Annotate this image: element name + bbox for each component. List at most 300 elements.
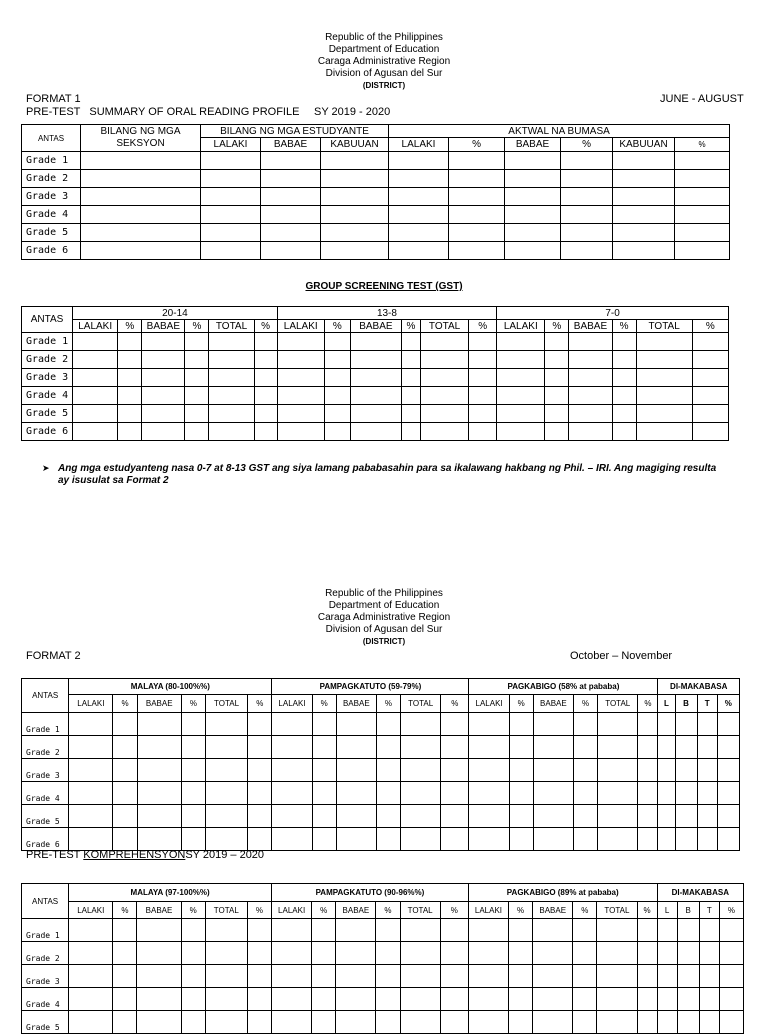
table-cell[interactable]: [469, 759, 509, 782]
table-cell[interactable]: [118, 387, 142, 405]
table-cell[interactable]: [509, 736, 533, 759]
table-cell[interactable]: [658, 828, 675, 851]
table-cell[interactable]: [637, 1011, 657, 1034]
table-cell[interactable]: [248, 782, 272, 805]
table-cell[interactable]: [533, 988, 573, 1011]
table-cell[interactable]: [272, 965, 312, 988]
table-cell[interactable]: [533, 805, 573, 828]
table-cell[interactable]: [675, 759, 697, 782]
table-cell[interactable]: [205, 805, 247, 828]
table-cell[interactable]: [142, 387, 185, 405]
table-cell[interactable]: [638, 805, 658, 828]
table-cell[interactable]: [69, 828, 113, 851]
table-cell[interactable]: [376, 805, 400, 828]
table-cell[interactable]: [469, 713, 509, 736]
table-cell[interactable]: [73, 405, 118, 423]
table-cell[interactable]: [468, 919, 508, 942]
table-cell[interactable]: [261, 188, 321, 206]
table-cell[interactable]: [247, 942, 271, 965]
table-cell[interactable]: [118, 333, 142, 351]
table-cell[interactable]: [637, 988, 657, 1011]
table-cell[interactable]: [142, 333, 185, 351]
table-cell[interactable]: [69, 805, 113, 828]
table-cell[interactable]: [505, 152, 561, 170]
table-cell[interactable]: [324, 369, 350, 387]
table-cell[interactable]: [469, 351, 497, 369]
table-cell[interactable]: [719, 919, 743, 942]
table-cell[interactable]: [272, 942, 312, 965]
table-cell[interactable]: [401, 713, 441, 736]
table-cell[interactable]: [69, 988, 113, 1011]
table-cell[interactable]: [376, 942, 400, 965]
table-cell[interactable]: [658, 805, 675, 828]
table-cell[interactable]: [321, 152, 389, 170]
table-cell[interactable]: [440, 1011, 468, 1034]
table-cell[interactable]: [509, 965, 533, 988]
table-cell[interactable]: [440, 965, 468, 988]
table-cell[interactable]: [449, 188, 505, 206]
table-cell[interactable]: [324, 387, 350, 405]
table-cell[interactable]: [497, 351, 545, 369]
table-cell[interactable]: [113, 965, 137, 988]
table-cell[interactable]: [73, 351, 118, 369]
table-cell[interactable]: [248, 759, 272, 782]
table-cell[interactable]: [692, 423, 728, 441]
table-cell[interactable]: [421, 423, 469, 441]
table-cell[interactable]: [697, 828, 717, 851]
table-cell[interactable]: [81, 224, 201, 242]
table-cell[interactable]: [441, 782, 469, 805]
table-cell[interactable]: [469, 333, 497, 351]
table-cell[interactable]: [697, 713, 717, 736]
table-cell[interactable]: [697, 736, 717, 759]
table-cell[interactable]: [272, 828, 312, 851]
table-cell[interactable]: [321, 224, 389, 242]
table-cell[interactable]: [69, 1011, 113, 1034]
table-cell[interactable]: [533, 736, 573, 759]
table-cell[interactable]: [261, 242, 321, 260]
table-cell[interactable]: [401, 351, 420, 369]
table-cell[interactable]: [675, 242, 730, 260]
table-cell[interactable]: [181, 828, 205, 851]
table-cell[interactable]: [717, 759, 739, 782]
table-cell[interactable]: [137, 988, 181, 1011]
table-cell[interactable]: [677, 1011, 699, 1034]
table-cell[interactable]: [598, 759, 638, 782]
table-cell[interactable]: [509, 782, 533, 805]
table-cell[interactable]: [675, 713, 697, 736]
table-cell[interactable]: [717, 782, 739, 805]
table-cell[interactable]: [209, 369, 254, 387]
table-cell[interactable]: [401, 387, 420, 405]
table-cell[interactable]: [469, 387, 497, 405]
table-cell[interactable]: [468, 988, 508, 1011]
table-cell[interactable]: [312, 1011, 336, 1034]
table-cell[interactable]: [254, 369, 277, 387]
table-cell[interactable]: [324, 333, 350, 351]
table-cell[interactable]: [205, 965, 247, 988]
table-cell[interactable]: [312, 782, 336, 805]
table-cell[interactable]: [469, 423, 497, 441]
table-cell[interactable]: [573, 942, 597, 965]
table-cell[interactable]: [113, 713, 137, 736]
table-cell[interactable]: [692, 405, 728, 423]
table-cell[interactable]: [440, 988, 468, 1011]
table-cell[interactable]: [509, 759, 533, 782]
table-cell[interactable]: [113, 942, 137, 965]
table-cell[interactable]: [254, 423, 277, 441]
table-cell[interactable]: [612, 423, 636, 441]
table-cell[interactable]: [657, 919, 677, 942]
table-cell[interactable]: [205, 759, 247, 782]
table-cell[interactable]: [81, 242, 201, 260]
table-cell[interactable]: [497, 333, 545, 351]
table-cell[interactable]: [561, 206, 613, 224]
table-cell[interactable]: [81, 188, 201, 206]
table-cell[interactable]: [185, 405, 209, 423]
table-cell[interactable]: [469, 805, 509, 828]
table-cell[interactable]: [509, 1011, 533, 1034]
table-cell[interactable]: [336, 1011, 376, 1034]
table-cell[interactable]: [638, 759, 658, 782]
table-cell[interactable]: [350, 405, 401, 423]
table-cell[interactable]: [261, 152, 321, 170]
table-cell[interactable]: [569, 387, 612, 405]
table-cell[interactable]: [675, 206, 730, 224]
table-cell[interactable]: [185, 351, 209, 369]
table-cell[interactable]: [389, 206, 449, 224]
table-cell[interactable]: [400, 965, 440, 988]
table-cell[interactable]: [699, 1011, 719, 1034]
table-cell[interactable]: [636, 423, 692, 441]
table-cell[interactable]: [658, 736, 675, 759]
table-cell[interactable]: [441, 805, 469, 828]
table-cell[interactable]: [675, 170, 730, 188]
table-cell[interactable]: [205, 782, 247, 805]
table-cell[interactable]: [545, 369, 569, 387]
table-cell[interactable]: [449, 206, 505, 224]
table-cell[interactable]: [272, 782, 312, 805]
table-cell[interactable]: [113, 759, 137, 782]
table-cell[interactable]: [118, 351, 142, 369]
table-cell[interactable]: [692, 369, 728, 387]
table-cell[interactable]: [376, 919, 400, 942]
table-cell[interactable]: [699, 942, 719, 965]
table-cell[interactable]: [658, 713, 675, 736]
table-cell[interactable]: [719, 988, 743, 1011]
table-cell[interactable]: [277, 423, 324, 441]
table-cell[interactable]: [717, 805, 739, 828]
table-cell[interactable]: [421, 369, 469, 387]
table-cell[interactable]: [401, 423, 420, 441]
table-cell[interactable]: [469, 736, 509, 759]
table-cell[interactable]: [469, 369, 497, 387]
table-cell[interactable]: [272, 759, 312, 782]
table-cell[interactable]: [675, 736, 697, 759]
table-cell[interactable]: [636, 351, 692, 369]
table-cell[interactable]: [569, 351, 612, 369]
table-cell[interactable]: [81, 206, 201, 224]
table-cell[interactable]: [201, 242, 261, 260]
table-cell[interactable]: [636, 405, 692, 423]
table-cell[interactable]: [73, 333, 118, 351]
table-cell[interactable]: [312, 805, 336, 828]
table-cell[interactable]: [719, 1011, 743, 1034]
table-cell[interactable]: [113, 919, 137, 942]
table-cell[interactable]: [254, 351, 277, 369]
table-cell[interactable]: [205, 988, 247, 1011]
table-cell[interactable]: [658, 759, 675, 782]
table-cell[interactable]: [312, 919, 336, 942]
table-cell[interactable]: [677, 919, 699, 942]
table-cell[interactable]: [376, 782, 400, 805]
table-cell[interactable]: [449, 152, 505, 170]
table-cell[interactable]: [598, 828, 638, 851]
table-cell[interactable]: [675, 805, 697, 828]
table-cell[interactable]: [400, 1011, 440, 1034]
table-cell[interactable]: [561, 242, 613, 260]
table-cell[interactable]: [69, 919, 113, 942]
table-cell[interactable]: [612, 405, 636, 423]
table-cell[interactable]: [113, 828, 137, 851]
table-cell[interactable]: [312, 965, 336, 988]
table-cell[interactable]: [142, 369, 185, 387]
table-cell[interactable]: [312, 736, 336, 759]
table-cell[interactable]: [69, 942, 113, 965]
table-cell[interactable]: [324, 423, 350, 441]
table-cell[interactable]: [636, 333, 692, 351]
table-cell[interactable]: [612, 333, 636, 351]
table-cell[interactable]: [638, 713, 658, 736]
table-cell[interactable]: [440, 919, 468, 942]
table-cell[interactable]: [574, 736, 598, 759]
table-cell[interactable]: [573, 919, 597, 942]
table-cell[interactable]: [675, 828, 697, 851]
table-cell[interactable]: [699, 965, 719, 988]
table-cell[interactable]: [324, 405, 350, 423]
table-cell[interactable]: [137, 1011, 181, 1034]
table-cell[interactable]: [248, 713, 272, 736]
table-cell[interactable]: [533, 942, 573, 965]
table-cell[interactable]: [545, 351, 569, 369]
table-cell[interactable]: [277, 405, 324, 423]
table-cell[interactable]: [336, 736, 376, 759]
table-cell[interactable]: [597, 942, 637, 965]
table-cell[interactable]: [312, 713, 336, 736]
table-cell[interactable]: [677, 965, 699, 988]
table-cell[interactable]: [321, 242, 389, 260]
table-cell[interactable]: [612, 369, 636, 387]
table-cell[interactable]: [561, 224, 613, 242]
table-cell[interactable]: [533, 828, 573, 851]
table-cell[interactable]: [205, 919, 247, 942]
table-cell[interactable]: [247, 919, 271, 942]
table-cell[interactable]: [248, 805, 272, 828]
table-cell[interactable]: [118, 369, 142, 387]
table-cell[interactable]: [637, 965, 657, 988]
table-cell[interactable]: [336, 919, 376, 942]
table-cell[interactable]: [401, 828, 441, 851]
table-cell[interactable]: [205, 942, 247, 965]
table-cell[interactable]: [441, 736, 469, 759]
table-cell[interactable]: [277, 387, 324, 405]
table-cell[interactable]: [272, 1011, 312, 1034]
table-cell[interactable]: [400, 919, 440, 942]
table-cell[interactable]: [561, 152, 613, 170]
table-cell[interactable]: [73, 369, 118, 387]
table-cell[interactable]: [181, 1011, 205, 1034]
table-cell[interactable]: [277, 351, 324, 369]
table-cell[interactable]: [469, 828, 509, 851]
table-cell[interactable]: [574, 713, 598, 736]
table-cell[interactable]: [350, 369, 401, 387]
table-cell[interactable]: [677, 942, 699, 965]
table-cell[interactable]: [248, 736, 272, 759]
table-cell[interactable]: [692, 387, 728, 405]
table-cell[interactable]: [181, 805, 205, 828]
table-cell[interactable]: [401, 369, 420, 387]
table-cell[interactable]: [637, 942, 657, 965]
table-cell[interactable]: [533, 1011, 573, 1034]
table-cell[interactable]: [181, 942, 205, 965]
table-cell[interactable]: [201, 224, 261, 242]
table-cell[interactable]: [613, 152, 675, 170]
table-cell[interactable]: [545, 387, 569, 405]
table-cell[interactable]: [321, 170, 389, 188]
table-cell[interactable]: [113, 988, 137, 1011]
table-cell[interactable]: [118, 423, 142, 441]
table-cell[interactable]: [272, 713, 312, 736]
table-cell[interactable]: [657, 942, 677, 965]
table-cell[interactable]: [440, 942, 468, 965]
table-cell[interactable]: [277, 333, 324, 351]
table-cell[interactable]: [533, 759, 573, 782]
table-cell[interactable]: [69, 782, 113, 805]
table-cell[interactable]: [336, 828, 376, 851]
table-cell[interactable]: [185, 333, 209, 351]
table-cell[interactable]: [137, 759, 181, 782]
table-cell[interactable]: [277, 369, 324, 387]
table-cell[interactable]: [497, 423, 545, 441]
table-cell[interactable]: [675, 188, 730, 206]
table-cell[interactable]: [113, 782, 137, 805]
table-cell[interactable]: [421, 387, 469, 405]
table-cell[interactable]: [205, 828, 247, 851]
table-cell[interactable]: [137, 713, 181, 736]
table-cell[interactable]: [401, 782, 441, 805]
table-cell[interactable]: [312, 988, 336, 1011]
table-cell[interactable]: [376, 965, 400, 988]
table-cell[interactable]: [272, 988, 312, 1011]
table-cell[interactable]: [376, 736, 400, 759]
table-cell[interactable]: [400, 942, 440, 965]
table-cell[interactable]: [421, 405, 469, 423]
table-cell[interactable]: [509, 713, 533, 736]
table-cell[interactable]: [181, 965, 205, 988]
table-cell[interactable]: [247, 1011, 271, 1034]
table-cell[interactable]: [677, 988, 699, 1011]
table-cell[interactable]: [573, 965, 597, 988]
table-cell[interactable]: [389, 188, 449, 206]
table-cell[interactable]: [389, 224, 449, 242]
table-cell[interactable]: [468, 942, 508, 965]
table-cell[interactable]: [201, 170, 261, 188]
table-cell[interactable]: [449, 170, 505, 188]
table-cell[interactable]: [336, 988, 376, 1011]
table-cell[interactable]: [545, 423, 569, 441]
table-cell[interactable]: [717, 736, 739, 759]
table-cell[interactable]: [137, 965, 181, 988]
table-cell[interactable]: [598, 805, 638, 828]
table-cell[interactable]: [597, 988, 637, 1011]
table-cell[interactable]: [505, 206, 561, 224]
table-cell[interactable]: [569, 423, 612, 441]
table-cell[interactable]: [545, 333, 569, 351]
table-cell[interactable]: [350, 351, 401, 369]
table-cell[interactable]: [613, 170, 675, 188]
table-cell[interactable]: [697, 759, 717, 782]
table-cell[interactable]: [376, 828, 400, 851]
table-cell[interactable]: [675, 152, 730, 170]
table-cell[interactable]: [561, 188, 613, 206]
table-cell[interactable]: [719, 942, 743, 965]
table-cell[interactable]: [350, 423, 401, 441]
table-cell[interactable]: [569, 369, 612, 387]
table-cell[interactable]: [468, 965, 508, 988]
table-cell[interactable]: [697, 805, 717, 828]
table-cell[interactable]: [697, 782, 717, 805]
table-cell[interactable]: [350, 333, 401, 351]
table-cell[interactable]: [574, 805, 598, 828]
table-cell[interactable]: [598, 782, 638, 805]
table-cell[interactable]: [505, 188, 561, 206]
table-cell[interactable]: [336, 782, 376, 805]
table-cell[interactable]: [389, 170, 449, 188]
table-cell[interactable]: [185, 423, 209, 441]
table-cell[interactable]: [137, 782, 181, 805]
table-cell[interactable]: [336, 965, 376, 988]
table-cell[interactable]: [692, 351, 728, 369]
table-cell[interactable]: [181, 919, 205, 942]
table-cell[interactable]: [449, 224, 505, 242]
table-cell[interactable]: [533, 713, 573, 736]
table-cell[interactable]: [181, 988, 205, 1011]
table-cell[interactable]: [73, 387, 118, 405]
table-cell[interactable]: [401, 736, 441, 759]
table-cell[interactable]: [81, 152, 201, 170]
table-cell[interactable]: [261, 224, 321, 242]
table-cell[interactable]: [573, 988, 597, 1011]
table-cell[interactable]: [469, 782, 509, 805]
table-cell[interactable]: [181, 713, 205, 736]
table-cell[interactable]: [636, 387, 692, 405]
table-cell[interactable]: [118, 405, 142, 423]
table-cell[interactable]: [254, 387, 277, 405]
table-cell[interactable]: [421, 333, 469, 351]
table-cell[interactable]: [209, 387, 254, 405]
table-cell[interactable]: [254, 405, 277, 423]
table-cell[interactable]: [509, 988, 533, 1011]
table-cell[interactable]: [113, 736, 137, 759]
table-cell[interactable]: [509, 942, 533, 965]
table-cell[interactable]: [468, 1011, 508, 1034]
table-cell[interactable]: [449, 242, 505, 260]
table-cell[interactable]: [376, 988, 400, 1011]
table-cell[interactable]: [545, 405, 569, 423]
table-cell[interactable]: [675, 782, 697, 805]
table-cell[interactable]: [561, 170, 613, 188]
table-cell[interactable]: [142, 351, 185, 369]
